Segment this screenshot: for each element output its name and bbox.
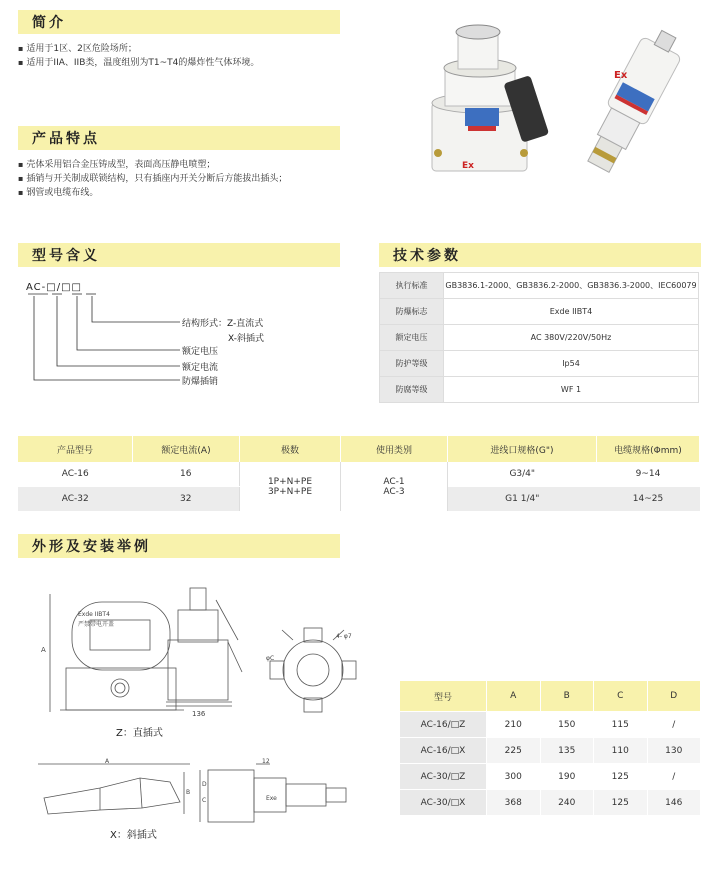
category-value: AC-3 [383, 486, 405, 497]
category-value: AC-1 [383, 476, 405, 487]
column-header: B [540, 681, 594, 712]
photo-ex-label-2: Ex [614, 70, 628, 81]
cell-current: 16 [133, 462, 240, 487]
cell: / [647, 764, 701, 790]
cell: 115 [594, 712, 648, 738]
table-row [400, 790, 701, 816]
dim-c-label: C [202, 797, 207, 804]
cell-model: AC-32 [18, 487, 133, 512]
table-row [380, 377, 699, 403]
cell-thread: G1 1/4" [448, 487, 597, 512]
table-row [18, 462, 700, 487]
product-photo [420, 8, 700, 193]
dim-a-label-x: A [105, 758, 110, 765]
cell: AC-16/□Z [400, 712, 487, 738]
cell-current: 32 [133, 487, 240, 512]
cell: 225 [487, 738, 541, 764]
tech-value: Exde IIBT4 [444, 299, 699, 325]
model-code-prefix: AC-□/□□ [26, 282, 82, 293]
dim-136-label: 136 [192, 710, 206, 718]
cell: 135 [540, 738, 594, 764]
cell: 240 [540, 790, 594, 816]
column-header: 型号 [400, 681, 487, 712]
column-header: 极数 [240, 436, 341, 462]
tech-value: GB3836.1-2000、GB3836.2-2000、GB3836.3-2000、IEC60079 [444, 273, 699, 299]
cell: 130 [647, 738, 701, 764]
column-header: A [487, 681, 541, 712]
list-item: ▪ 钢管或电缆布线。 [18, 186, 287, 200]
model-label-current: 额定电流 [182, 363, 219, 373]
dimension-table [399, 680, 701, 816]
cell-poles [240, 462, 341, 512]
tech-key: 防爆标志 [380, 299, 444, 325]
section-tech-title: 技术参数 [379, 243, 701, 267]
exde-label: Exde IIBT4 [78, 611, 110, 618]
section-install-title: 外形及安装举例 [18, 534, 340, 558]
cell-cable: 9~14 [597, 462, 700, 487]
column-header: 使用类别 [341, 436, 448, 462]
tech-value: AC 380V/220V/50Hz [444, 325, 699, 351]
cell: 368 [487, 790, 541, 816]
column-header: C [594, 681, 648, 712]
list-item: ▪ 适用于1区、2区危险场所； [18, 42, 259, 56]
column-header: 电缆规格(Φmm) [597, 436, 700, 462]
section-intro-title: 简介 [18, 10, 340, 34]
tech-key: 额定电压 [380, 325, 444, 351]
table-row [400, 764, 701, 790]
drawing-x-type [30, 758, 360, 830]
cell: 210 [487, 712, 541, 738]
section-model-title: 型号含义 [18, 243, 340, 267]
list-item: ▪ 适用于IIA、IIB类，温度组别为T1~T4的爆炸性气体环境。 [18, 56, 259, 70]
cell: 125 [594, 790, 648, 816]
spec-table [18, 436, 700, 512]
list-item: ▪ 插销与开关制成联锁结构，只有插座内开关分断后方能拔出插头； [18, 172, 287, 186]
features-list [18, 158, 287, 200]
cell: AC-30/□Z [400, 764, 487, 790]
table-row [380, 299, 699, 325]
dim-d-label: D [202, 781, 207, 788]
table-row [400, 738, 701, 764]
hole-4-label: 4- φ7 [336, 633, 352, 640]
table-row [380, 325, 699, 351]
cell-category [341, 462, 448, 512]
cell-thread: G3/4" [448, 462, 597, 487]
drawing-z-type [38, 580, 368, 730]
caption-z: Z：直插式 [116, 728, 163, 739]
table-header-row [400, 681, 701, 712]
table-row [400, 712, 701, 738]
poles-value: 1P+N+PE [267, 476, 313, 487]
cell: AC-16/□X [400, 738, 487, 764]
caption-x: X：斜插式 [110, 830, 157, 841]
cell-model: AC-16 [18, 462, 133, 487]
column-header: 产品型号 [18, 436, 133, 462]
tech-value: Ip54 [444, 351, 699, 377]
column-header: 进线口规格(G") [448, 436, 597, 462]
poles-value: 3P+N+PE [267, 486, 313, 497]
table-row [380, 273, 699, 299]
exe-label: Exe [266, 795, 277, 802]
cell: / [647, 712, 701, 738]
cell: 150 [540, 712, 594, 738]
tech-value: WF 1 [444, 377, 699, 403]
cell-cable: 14~25 [597, 487, 700, 512]
photo-ex-label: Ex [462, 161, 474, 171]
cell: 146 [647, 790, 701, 816]
dim-a-label: A [41, 646, 46, 654]
table-row [380, 351, 699, 377]
model-label-structure: 结构形式：Z-直流式 [182, 319, 264, 329]
column-header: D [647, 681, 701, 712]
model-label-plug: 防爆插销 [182, 377, 219, 387]
tech-key: 执行标准 [380, 273, 444, 299]
section-features-title: 产品特点 [18, 126, 340, 150]
tech-key: 防腐等级 [380, 377, 444, 403]
cell: 125 [594, 764, 648, 790]
tech-key: 防护等级 [380, 351, 444, 377]
tech-params-table [379, 272, 699, 403]
hole-c-label: φC [266, 655, 275, 662]
cell: AC-30/□X [400, 790, 487, 816]
dim-12-label: 12 [262, 758, 270, 765]
column-header: 额定电流(A) [133, 436, 240, 462]
dim-b-label: B [186, 789, 191, 796]
model-label-angled: X-斜插式 [228, 334, 264, 344]
cell: 300 [487, 764, 541, 790]
list-item: ▪ 壳体采用铝合金压铸成型，表面高压静电喷塑； [18, 158, 287, 172]
cell: 110 [594, 738, 648, 764]
warning-label: 严禁带电开盖 [78, 621, 115, 628]
cell: 190 [540, 764, 594, 790]
table-header-row [18, 436, 700, 462]
intro-list [18, 42, 259, 70]
model-label-voltage: 额定电压 [182, 347, 219, 357]
